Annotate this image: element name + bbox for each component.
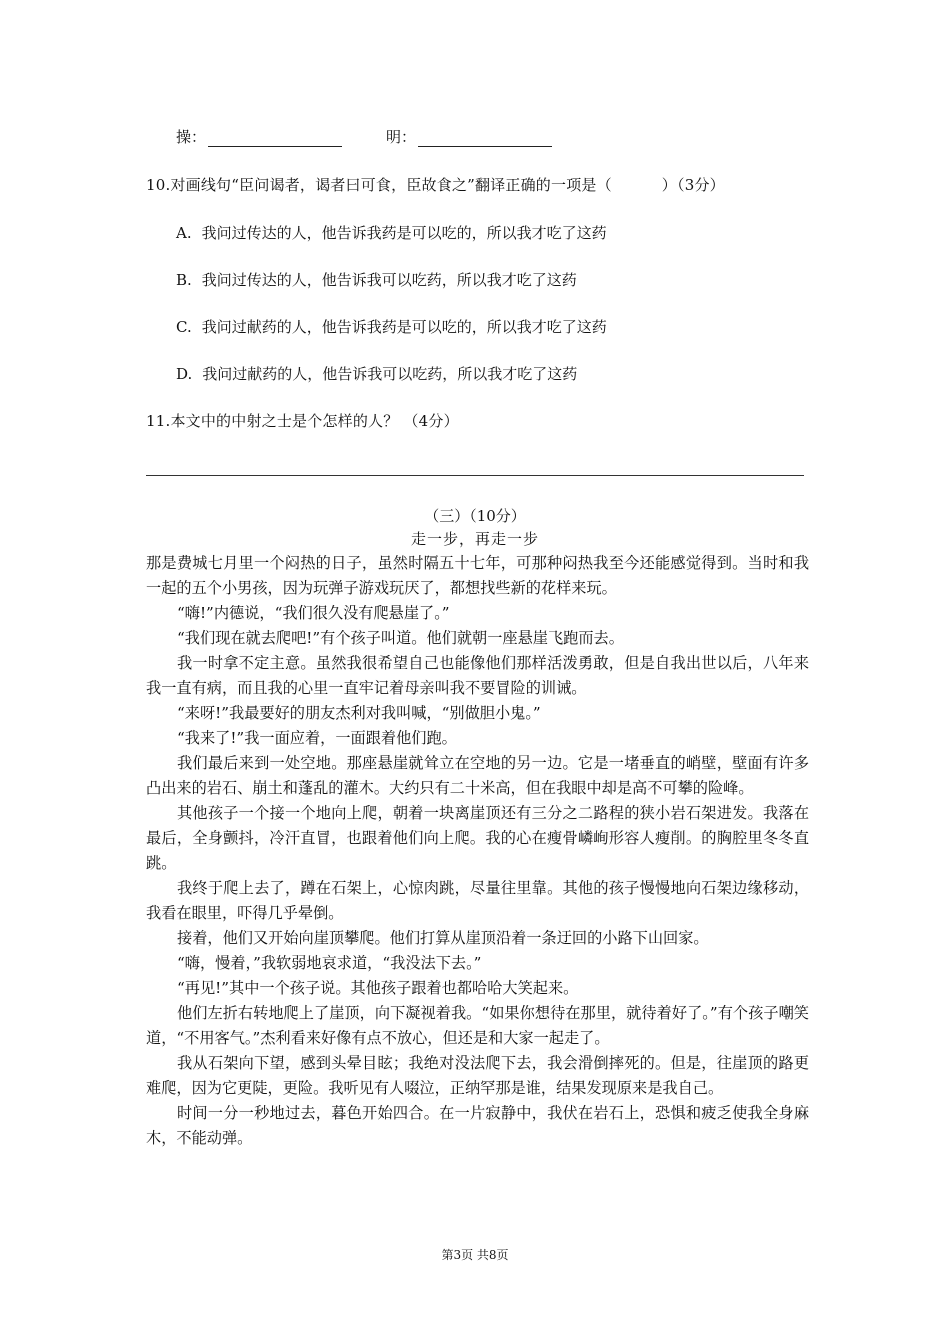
option-a — [176, 222, 607, 243]
option-letter: D. — [176, 365, 193, 383]
answer-line-q11[interactable] — [146, 475, 804, 476]
answer-blank-ming[interactable] — [418, 130, 552, 147]
article-title: 走一步，再走一步 — [410, 530, 539, 548]
paragraph: “嗨!”内德说，“我们很久没有爬悬崖了。” — [177, 604, 450, 622]
fill-label-cao: 操： — [176, 128, 207, 146]
option-d — [176, 363, 577, 384]
page-footer: 第3页 共8页 — [441, 1248, 509, 1262]
paragraph: 时间一分一秒地过去，暮色开始四合。在一片寂静中，我伏在岩石上，恐惧和疲乏使我全身麻木，不能动弹。 — [146, 1104, 809, 1147]
paragraph: “来呀!”我最要好的朋友杰利对我叫喊，“别做胆小鬼。” — [177, 704, 541, 722]
section-heading: （三）（10分） — [424, 507, 526, 525]
question-11: 11.本文中的中射之士是个怎样的人？ （4分） — [146, 412, 459, 430]
option-text: 我问过传达的人，他告诉我可以吃药，所以我才吃了这药 — [201, 271, 577, 289]
fill-in-row — [176, 126, 552, 147]
paragraph: 我从石架向下望，感到头晕目眩；我绝对没法爬下去，我会滑倒摔死的。但是，往崖顶的路更难爬，因为它更陡，更险。我听见有人啜泣，正纳罕那是谁，结果发现原来是我自己。 — [146, 1054, 809, 1097]
paragraph: “嗨，慢着，”我软弱地哀求道，“我没法下去。” — [177, 954, 482, 972]
paragraph: 其他孩子一个接一个地向上爬，朝着一块离崖顶还有三分之二路程的狭小岩石架进发。我落在最后，全身颤抖，冷汗直冒，也跟着他们向上爬。我的心在瘦骨嶙峋形容人瘦削。的胸腔里冬冬直跳。 — [146, 804, 809, 872]
paragraph: 我终于爬上去了，蹲在石架上，心惊肉跳，尽量往里靠。其他的孩子慢慢地向石架边缘移动，我看在眼里，吓得几乎晕倒。 — [146, 879, 809, 922]
option-c — [176, 316, 607, 337]
option-letter: A. — [176, 224, 192, 242]
option-letter: B. — [176, 271, 192, 289]
option-text: 我问过传达的人，他告诉我药是可以吃的，所以我才吃了这药 — [201, 224, 607, 242]
paragraph: “我来了!”我一面应着，一面跟着他们跑。 — [177, 729, 457, 747]
option-text: 我问过献药的人，他告诉我可以吃药，所以我才吃了这药 — [202, 365, 578, 383]
option-text: 我问过献药的人，他告诉我药是可以吃的，所以我才吃了这药 — [201, 318, 607, 336]
question-10-text: 10.对画线句“臣问谒者，谒者曰可食，臣故食之”翻译正确的一项是（ — [146, 176, 612, 194]
fill-label-ming: 明： — [386, 128, 417, 146]
paragraph: “再见!”其中一个孩子说。其他孩子跟着也都哈哈大笑起来。 — [177, 979, 579, 997]
paragraph: 我们最后来到一处空地。那座悬崖就耸立在空地的另一边。它是一堵垂直的峭壁，壁面有许多凸出来的岩石、崩土和蓬乱的灌木。大约只有二十米高，但在我眼中却是高不可攀的险峰。 — [146, 754, 809, 797]
paragraph: “我们现在就去爬吧!”有个孩子叫道。他们就朝一座悬崖飞跑而去。 — [177, 629, 624, 647]
question-10-score: ）（3分） — [661, 176, 725, 194]
paragraph: 我一时拿不定主意。虽然我很希望自己也能像他们那样活泼勇敢，但是自我出世以后，八年来我一直有病，而且我的心里一直牢记着母亲叫我不要冒险的训诫。 — [146, 654, 809, 697]
article-body — [146, 551, 809, 1151]
answer-blank-cao[interactable] — [208, 130, 342, 147]
paragraph: 那是费城七月里一个闷热的日子，虽然时隔五十七年，可那种闷热我至今还能感觉得到。当时和我一起的五个小男孩，因为玩弹子游戏玩厌了，都想找些新的花样来玩。 — [146, 554, 809, 597]
question-10 — [146, 174, 725, 195]
paragraph: 接着，他们又开始向崖顶攀爬。他们打算从崖顶沿着一条迂回的小路下山回家。 — [177, 929, 709, 947]
option-b — [176, 269, 577, 290]
paragraph: 他们左折右转地爬上了崖顶，向下凝视着我。“如果你想待在那里，就待着好了。”有个孩子嘲笑道，“不用客气。”杰利看来好像有点不放心，但还是和大家一起走了。 — [146, 1004, 809, 1047]
option-letter: C. — [176, 318, 192, 336]
